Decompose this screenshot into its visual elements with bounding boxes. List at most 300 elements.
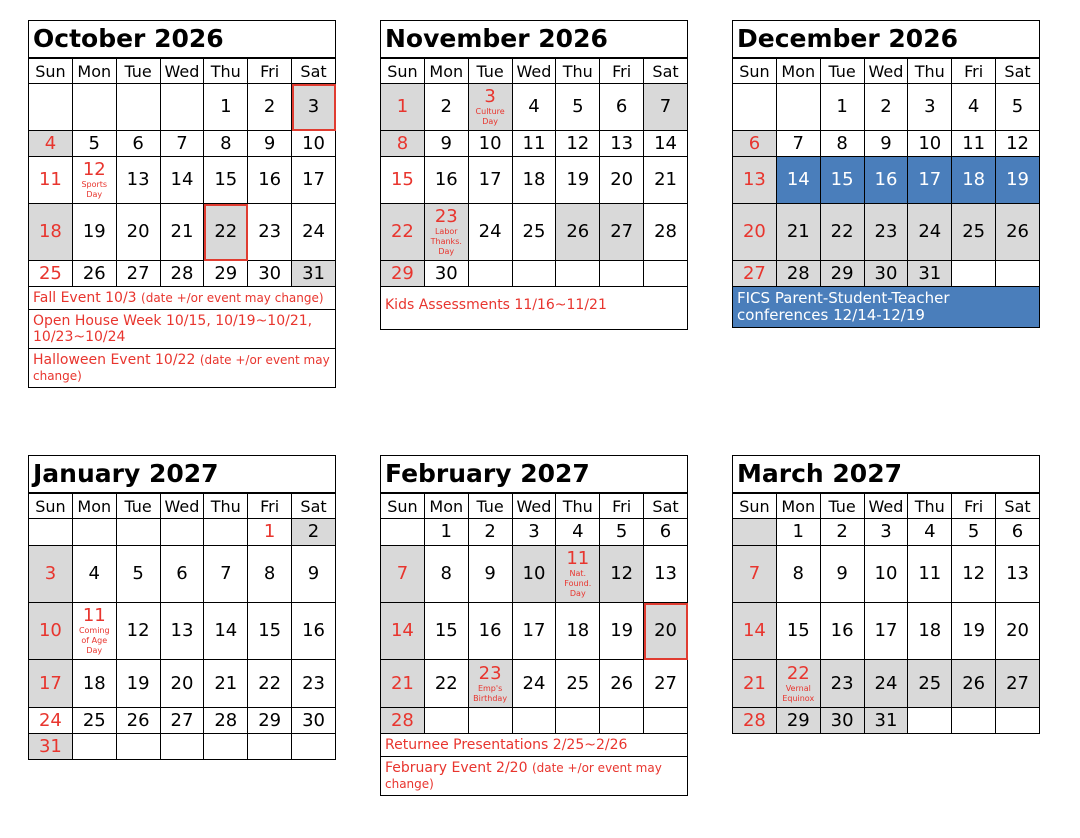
weekday-label: Fri — [952, 59, 996, 84]
empty-day-cell — [952, 708, 996, 734]
event-note — [28, 287, 336, 310]
day-cell — [248, 708, 292, 734]
day-number: 5 — [88, 132, 100, 154]
day-cell — [600, 603, 644, 660]
week-row — [381, 603, 688, 660]
day-cell — [292, 603, 336, 660]
week-row — [381, 546, 688, 603]
day-cell — [952, 204, 996, 261]
day-number: 23 — [302, 672, 325, 694]
day-cell — [996, 204, 1040, 261]
day-number: 27 — [170, 709, 194, 731]
day-number: 2 — [836, 521, 848, 542]
day-cell — [733, 204, 777, 261]
day-number: 12 — [610, 563, 634, 584]
week-row — [733, 84, 1040, 131]
day-number: 6 — [132, 132, 144, 154]
calendar-title: November 2026 — [380, 20, 688, 58]
day-cell — [204, 157, 248, 204]
day-number: 18 — [962, 169, 986, 190]
day-cell — [292, 204, 336, 261]
day-cell — [864, 708, 908, 734]
day-cell — [512, 519, 556, 546]
empty-day-cell — [996, 261, 1040, 287]
day-number: 28 — [170, 262, 194, 284]
day-number: 18 — [82, 672, 106, 694]
day-cell — [776, 708, 820, 734]
weekday-label: Mon — [776, 59, 820, 84]
day-cell — [381, 131, 425, 157]
day-cell — [952, 131, 996, 157]
day-number: 4 — [528, 96, 540, 117]
day-cell — [952, 603, 996, 660]
empty-day-cell — [733, 519, 777, 546]
day-number: 12 — [126, 620, 150, 641]
day-cell — [248, 157, 292, 204]
day-number: 19 — [566, 169, 590, 190]
day-number: 9 — [307, 563, 320, 584]
day-number: 26 — [566, 221, 590, 242]
day-cell — [600, 519, 644, 546]
day-number: 15 — [434, 620, 458, 641]
day-number: 27 — [742, 262, 766, 284]
day-number: 19 — [126, 672, 150, 694]
day-cell — [908, 660, 952, 708]
weekday-label: Wed — [512, 494, 556, 519]
day-cell — [820, 660, 864, 708]
event-note-text: Open House Week 10/15, 10/19~10/21, 10/23~10/24 — [33, 313, 313, 345]
day-cell — [424, 261, 468, 287]
day-cell — [468, 131, 512, 157]
day-number: 28 — [654, 221, 677, 242]
weekday-label: Tue — [116, 59, 160, 84]
day-number: 26 — [610, 672, 634, 694]
day-number: 29 — [390, 262, 414, 284]
day-cell — [864, 84, 908, 131]
weekday-label: Fri — [600, 59, 644, 84]
day-cell — [820, 84, 864, 131]
week-row — [29, 131, 336, 157]
day-cell — [116, 660, 160, 708]
day-cell — [644, 603, 688, 660]
day-cell — [29, 261, 73, 287]
day-number: 23 — [874, 221, 898, 242]
day-number: 16 — [258, 169, 282, 190]
calendar-grid — [732, 58, 1040, 287]
empty-day-cell — [292, 734, 336, 760]
day-cell — [160, 660, 204, 708]
day-cell — [381, 261, 425, 287]
day-number: 10 — [478, 132, 502, 154]
empty-day-cell — [160, 734, 204, 760]
week-row — [733, 660, 1040, 708]
day-cell — [116, 157, 160, 204]
day-cell — [996, 84, 1040, 131]
empty-day-cell — [72, 519, 116, 546]
day-number: 7 — [659, 96, 672, 117]
day-cell — [864, 261, 908, 287]
day-cell — [381, 84, 425, 131]
calendar-title: October 2026 — [28, 20, 336, 58]
day-cell — [204, 131, 248, 157]
day-number: 16 — [478, 620, 502, 641]
weekday-label: Sat — [996, 59, 1040, 84]
weekday-label: Thu — [556, 494, 600, 519]
day-number: 12 — [1006, 132, 1029, 154]
day-cell — [292, 84, 336, 131]
day-cell — [72, 546, 116, 603]
day-number: 10 — [918, 132, 942, 154]
holiday-label: Thanks. — [430, 237, 462, 246]
calendar-title: December 2026 — [732, 20, 1040, 58]
day-number: 16 — [434, 169, 458, 190]
calendar-december-2026 — [732, 20, 1040, 328]
day-number: 22 — [786, 662, 810, 684]
day-number: 23 — [830, 672, 854, 694]
day-cell — [864, 660, 908, 708]
day-number: 5 — [1011, 96, 1024, 117]
day-number: 18 — [522, 169, 546, 190]
day-number: 24 — [302, 221, 325, 242]
day-number: 17 — [918, 169, 942, 190]
day-cell — [292, 261, 336, 287]
day-number: 24 — [38, 709, 62, 731]
day-cell — [424, 204, 468, 261]
weekday-label: Mon — [424, 494, 468, 519]
empty-day-cell — [556, 261, 600, 287]
day-number: 2 — [484, 521, 496, 542]
empty-day-cell — [204, 519, 248, 546]
day-cell — [72, 708, 116, 734]
day-number: 21 — [214, 672, 238, 694]
weekday-label: Wed — [864, 494, 908, 519]
day-cell — [248, 131, 292, 157]
weekday-label: Thu — [204, 494, 248, 519]
day-cell — [820, 708, 864, 734]
weekday-label: Mon — [72, 59, 116, 84]
day-number: 6 — [176, 563, 188, 584]
day-cell — [116, 603, 160, 660]
weekday-label: Thu — [908, 494, 952, 519]
empty-day-cell — [72, 84, 116, 131]
week-row — [29, 603, 336, 660]
event-note — [380, 734, 688, 757]
empty-day-cell — [160, 519, 204, 546]
day-number: 4 — [924, 521, 936, 542]
day-cell — [820, 131, 864, 157]
day-number: 9 — [484, 563, 496, 584]
day-cell — [381, 157, 425, 204]
day-number: 22 — [258, 672, 282, 694]
day-cell — [733, 131, 777, 157]
day-number: 27 — [610, 221, 634, 242]
day-cell — [29, 157, 73, 204]
day-cell — [864, 131, 908, 157]
week-row — [733, 519, 1040, 546]
day-number: 26 — [82, 262, 106, 284]
day-cell — [204, 204, 248, 261]
calendar-title: February 2027 — [380, 455, 688, 493]
day-number: 25 — [918, 672, 942, 694]
day-number: 21 — [742, 672, 766, 694]
day-number: 27 — [126, 262, 150, 284]
day-number: 16 — [302, 620, 325, 641]
day-number: 4 — [88, 563, 100, 584]
weekday-label: Fri — [248, 59, 292, 84]
weekday-label: Wed — [160, 59, 204, 84]
day-number: 19 — [82, 221, 106, 242]
day-cell — [776, 261, 820, 287]
day-cell — [512, 84, 556, 131]
calendar-grid — [380, 58, 688, 287]
day-cell — [776, 603, 820, 660]
day-number: 7 — [748, 563, 761, 584]
holiday-label: Vernal — [785, 683, 811, 693]
weekday-label: Wed — [160, 494, 204, 519]
day-number: 3 — [44, 563, 57, 584]
weekday-header-row — [733, 59, 1040, 84]
day-number: 10 — [522, 563, 546, 584]
day-number: 21 — [390, 672, 414, 694]
day-number: 25 — [82, 709, 106, 731]
day-number: 2 — [263, 96, 276, 117]
day-number: 4 — [967, 96, 980, 117]
day-number: 3 — [307, 96, 320, 117]
day-number: 4 — [44, 132, 57, 154]
empty-day-cell — [512, 708, 556, 734]
day-cell — [468, 157, 512, 204]
empty-day-cell — [468, 261, 512, 287]
weekday-label: Thu — [556, 59, 600, 84]
week-row — [733, 131, 1040, 157]
day-number: 31 — [302, 262, 325, 284]
day-number: 7 — [792, 132, 804, 154]
day-number: 18 — [566, 620, 590, 641]
weekday-label: Tue — [820, 59, 864, 84]
day-number: 20 — [1006, 620, 1029, 641]
day-cell — [996, 519, 1040, 546]
day-cell — [952, 519, 996, 546]
day-number: 25 — [962, 221, 986, 242]
empty-day-cell — [908, 708, 952, 734]
event-note-disclaimer: (date +/or event may change) — [141, 291, 324, 305]
day-cell — [733, 603, 777, 660]
day-number: 20 — [126, 221, 150, 242]
day-number: 26 — [1006, 221, 1029, 242]
day-number: 20 — [610, 169, 634, 190]
day-cell — [468, 603, 512, 660]
day-number: 21 — [170, 221, 194, 242]
day-cell — [733, 708, 777, 734]
event-note-text: Kids Assessments 11/16~11/21 — [385, 297, 607, 313]
empty-day-cell — [160, 84, 204, 131]
day-number: 8 — [396, 132, 409, 154]
weekday-label: Thu — [908, 59, 952, 84]
day-number: 10 — [302, 132, 325, 154]
day-cell — [864, 603, 908, 660]
day-number: 14 — [390, 620, 414, 641]
day-cell — [556, 131, 600, 157]
holiday-label: Nat. — [569, 569, 587, 578]
day-number: 15 — [390, 169, 414, 190]
day-cell — [600, 157, 644, 204]
holiday-label: Equinox — [782, 693, 815, 703]
day-number: 6 — [615, 96, 628, 117]
day-cell — [864, 204, 908, 261]
day-cell — [908, 603, 952, 660]
day-number: 30 — [302, 709, 325, 731]
day-cell — [248, 261, 292, 287]
holiday-label: Day — [86, 190, 103, 199]
day-number: 17 — [522, 620, 546, 641]
day-cell — [292, 660, 336, 708]
day-number: 25 — [522, 221, 546, 242]
day-number: 23 — [258, 221, 282, 242]
day-cell — [556, 204, 600, 261]
day-number: 8 — [220, 132, 232, 154]
day-cell — [116, 131, 160, 157]
day-number: 14 — [214, 620, 238, 641]
day-number: 16 — [874, 169, 898, 190]
week-row — [29, 660, 336, 708]
weekday-label: Tue — [468, 59, 512, 84]
day-cell — [952, 84, 996, 131]
day-cell — [381, 660, 425, 708]
empty-day-cell — [776, 84, 820, 131]
day-number: 30 — [434, 262, 458, 284]
day-cell — [29, 660, 73, 708]
day-cell — [160, 603, 204, 660]
empty-day-cell — [29, 84, 73, 131]
day-number: 21 — [786, 221, 810, 242]
calendar-january-2027 — [28, 455, 336, 760]
week-row — [29, 204, 336, 261]
day-cell — [996, 157, 1040, 204]
calendar-march-2027 — [732, 455, 1040, 734]
weekday-header-row — [381, 494, 688, 519]
day-cell — [116, 204, 160, 261]
weekday-label: Sun — [733, 59, 777, 84]
day-number: 17 — [302, 169, 325, 190]
event-note-text: February Event 2/20 — [385, 760, 528, 776]
day-number: 20 — [170, 672, 194, 694]
day-cell — [556, 84, 600, 131]
day-number: 31 — [38, 735, 62, 757]
day-number: 5 — [572, 96, 584, 117]
day-cell — [248, 519, 292, 546]
holiday-label: Emp's — [477, 683, 503, 693]
weekday-header-row — [733, 494, 1040, 519]
day-cell — [996, 131, 1040, 157]
day-number: 20 — [654, 620, 677, 641]
day-number: 1 — [263, 521, 276, 542]
empty-day-cell — [116, 84, 160, 131]
day-cell — [468, 519, 512, 546]
empty-day-cell — [512, 261, 556, 287]
day-cell — [160, 131, 204, 157]
day-number: 15 — [258, 620, 282, 641]
day-cell — [381, 708, 425, 734]
day-number: 28 — [214, 709, 238, 731]
day-cell — [160, 708, 204, 734]
holiday-label: Birthday — [473, 693, 508, 703]
week-row — [29, 546, 336, 603]
day-cell — [248, 603, 292, 660]
holiday-label: Labor — [434, 227, 458, 236]
day-number: 12 — [82, 159, 106, 180]
week-row — [381, 84, 688, 131]
weekday-label: Sat — [292, 494, 336, 519]
day-cell — [908, 519, 952, 546]
weekday-label: Fri — [952, 494, 996, 519]
day-number: 14 — [654, 132, 677, 154]
day-number: 15 — [214, 169, 238, 190]
event-note — [28, 310, 336, 349]
calendar-title: January 2027 — [28, 455, 336, 493]
day-number: 13 — [170, 620, 194, 641]
day-cell — [160, 546, 204, 603]
day-cell — [776, 204, 820, 261]
day-number: 1 — [836, 96, 848, 117]
empty-day-cell — [29, 519, 73, 546]
day-cell — [424, 519, 468, 546]
weekday-label: Wed — [864, 59, 908, 84]
empty-day-cell — [204, 734, 248, 760]
day-cell — [29, 603, 73, 660]
day-cell — [644, 546, 688, 603]
day-number: 8 — [440, 563, 452, 584]
day-number: 13 — [126, 169, 150, 190]
day-number: 7 — [176, 132, 188, 154]
calendar-grid — [732, 493, 1040, 734]
week-row — [733, 204, 1040, 261]
day-number: 8 — [836, 132, 848, 154]
empty-day-cell — [556, 708, 600, 734]
day-number: 14 — [786, 169, 810, 190]
day-cell — [952, 660, 996, 708]
calendar-october-2026 — [28, 20, 336, 388]
weekday-label: Fri — [248, 494, 292, 519]
day-cell — [72, 261, 116, 287]
day-number: 25 — [566, 672, 590, 694]
day-cell — [204, 603, 248, 660]
calendar-grid — [380, 493, 688, 734]
day-cell — [908, 157, 952, 204]
day-number: 7 — [220, 563, 232, 584]
day-number: 24 — [522, 672, 546, 694]
day-cell — [468, 204, 512, 261]
day-cell — [644, 157, 688, 204]
day-number: 27 — [654, 672, 677, 694]
day-number: 7 — [396, 563, 409, 584]
day-cell — [116, 708, 160, 734]
day-cell — [556, 157, 600, 204]
weekday-label: Sat — [644, 59, 688, 84]
day-number: 5 — [132, 563, 144, 584]
day-number: 22 — [214, 221, 238, 242]
event-note-disclaimer: (date +/or event may change) — [33, 353, 330, 383]
day-cell — [820, 157, 864, 204]
holiday-label: Day — [438, 247, 455, 256]
day-cell — [512, 131, 556, 157]
day-number: 5 — [967, 521, 980, 542]
day-number: 11 — [82, 605, 106, 626]
day-cell — [952, 546, 996, 603]
day-cell — [600, 204, 644, 261]
calendar-grid — [28, 58, 336, 287]
week-row — [29, 157, 336, 204]
week-row — [29, 261, 336, 287]
